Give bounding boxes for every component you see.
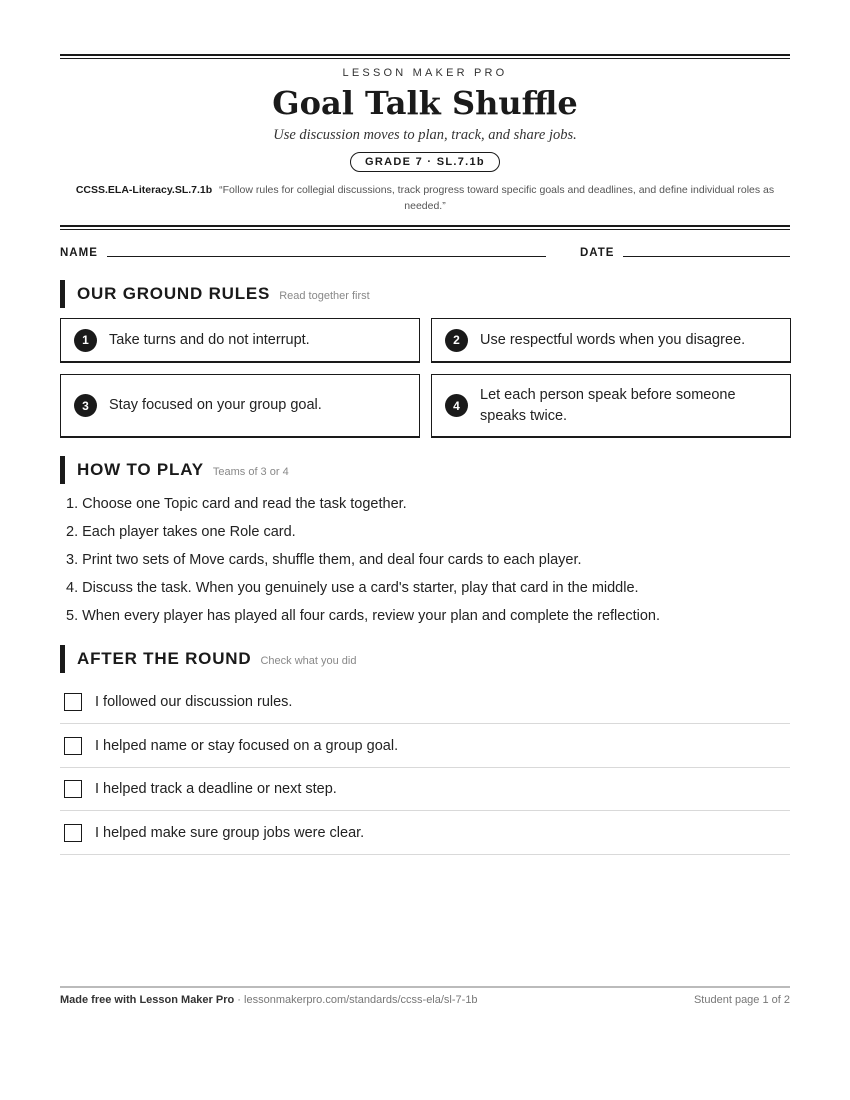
step-text: Discuss the task. When you genuinely use a card's starter, play that card in the middle. (82, 580, 639, 596)
checkbox[interactable] (64, 737, 82, 755)
checklist-text: I helped make sure group jobs were clear. (95, 824, 365, 841)
footer-made-with: Made free with Lesson Maker Pro (60, 994, 235, 1006)
ground-rule-card (60, 318, 420, 363)
ground-rule-card (431, 318, 791, 363)
header-double-rule (60, 225, 790, 227)
checklist-text: I followed our discussion rules. (95, 693, 293, 710)
ground-rules-heading (60, 280, 370, 308)
reflection-checklist-item (60, 767, 790, 811)
standard-statement (60, 182, 790, 214)
after-round-heading (60, 645, 356, 673)
standard-code: CCSS.ELA-Literacy.SL.7.1b (75, 184, 213, 196)
reflection-checklist-item (60, 811, 790, 855)
instruction-step (66, 602, 790, 630)
step-text: When every player has played all four cards, review your plan and complete the reflection. (82, 608, 660, 624)
ground-rules-title: OUR GROUND RULES (77, 284, 271, 303)
instruction-step (66, 574, 790, 602)
rule-number-badge: 4 (445, 394, 468, 417)
instruction-step (66, 546, 790, 574)
footer-url-link[interactable]: lessonmakerpro.com/standards/ccss-ela/sl-7-1b (244, 994, 478, 1006)
worksheet-page (60, 0, 790, 1100)
how-to-play-heading (60, 456, 289, 484)
instruction-step (66, 518, 790, 546)
step-number: 1. (66, 496, 79, 512)
step-number: 3. (66, 552, 79, 568)
instruction-steps-list (66, 490, 790, 630)
name-date-row (60, 245, 790, 261)
step-number: 4. (66, 580, 79, 596)
rule-text: Stay focused on your group goal. (109, 397, 322, 413)
rule-text: Take turns and do not interrupt. (109, 331, 310, 348)
rule-text: Let each person speak before someone speaks twice. (480, 386, 736, 424)
worksheet-title: Goal Talk Shuffle (272, 84, 578, 122)
rule-number-badge: 1 (74, 329, 97, 352)
step-number: 2. (66, 524, 79, 540)
footer-credit (60, 994, 478, 1006)
ground-rule-card (431, 374, 791, 438)
brand-label: LESSON MAKER PRO (342, 67, 508, 79)
checkbox[interactable] (64, 824, 82, 842)
ground-rules-note: Read together first (279, 289, 370, 302)
after-round-title: AFTER THE ROUND (77, 649, 252, 668)
step-text: Choose one Topic card and read the task together. (82, 496, 407, 512)
rule-number-badge: 3 (74, 394, 97, 417)
step-text: Print two sets of Move cards, shuffle them, and deal four cards to each player. (82, 552, 582, 568)
footer-page-number: Student page 1 of 2 (693, 994, 790, 1006)
checkbox[interactable] (64, 693, 82, 711)
rule-number-badge: 2 (445, 329, 468, 352)
reflection-checklist-item (60, 724, 790, 768)
checklist-text: I helped name or stay focused on a group goal. (95, 737, 399, 754)
worksheet-subtitle: Use discussion moves to plan, track, and share jobs. (273, 127, 577, 143)
how-to-play-note: Teams of 3 or 4 (212, 465, 289, 478)
top-double-rule (60, 54, 790, 56)
reflection-checklist-item (60, 680, 790, 724)
after-round-note: Check what you did (260, 654, 357, 667)
ground-rule-card (60, 374, 420, 438)
how-to-play-title: HOW TO PLAY (77, 460, 204, 479)
checkbox[interactable] (64, 780, 82, 798)
footer-separator: · (237, 994, 241, 1006)
checklist-text: I helped track a deadline or next step. (95, 780, 337, 797)
name-field[interactable] (107, 256, 546, 257)
footer-rule (60, 986, 790, 988)
date-label: DATE (580, 247, 615, 259)
grade-standard-badge: GRADE 7 · SL.7.1b (350, 152, 500, 172)
name-label: NAME (60, 247, 98, 259)
instruction-step (66, 490, 790, 518)
step-number: 5. (66, 608, 79, 624)
standard-text: “Follow rules for collegial discussions, track progress toward specific goals and deadlines, and define individual roles as needed.” (219, 184, 775, 212)
step-text: Each player takes one Role card. (82, 524, 296, 540)
rule-text: Use respectful words when you disagree. (480, 331, 746, 348)
date-field[interactable] (623, 256, 790, 257)
